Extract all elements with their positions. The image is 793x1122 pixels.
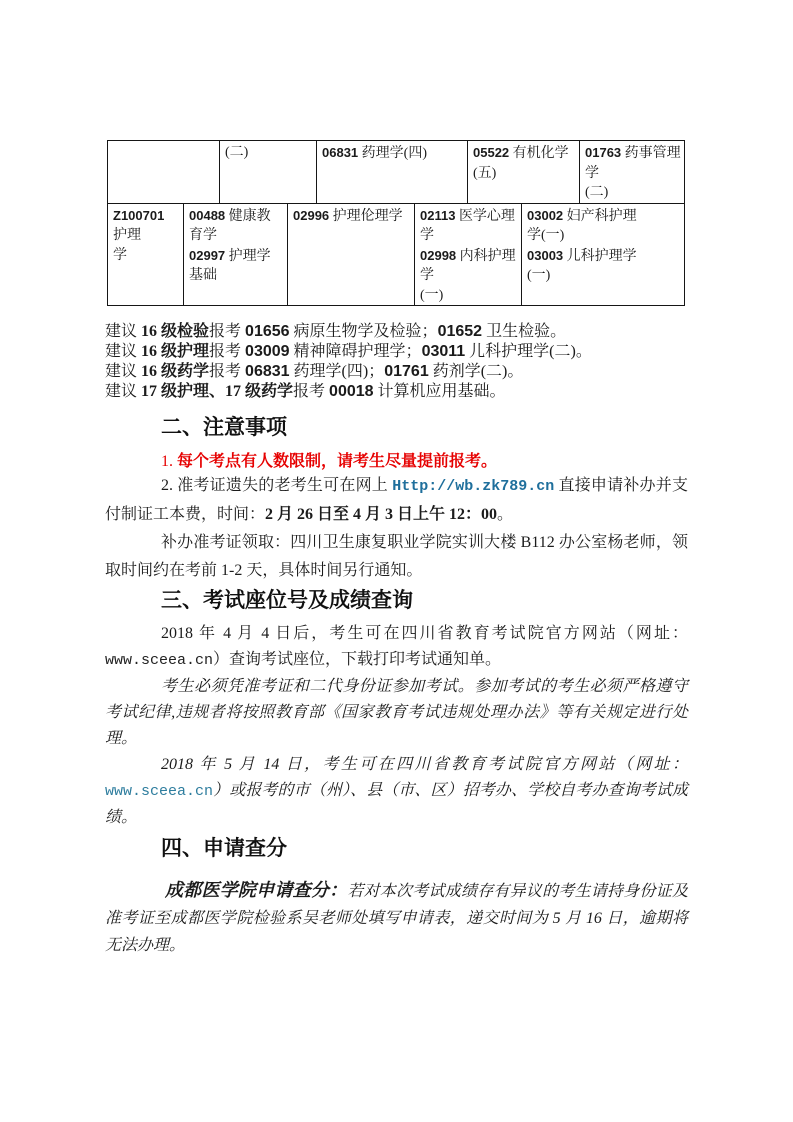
score-review [105, 877, 688, 959]
text-segment: 03011 [421, 343, 466, 360]
text-segment: 01656 [245, 323, 290, 340]
text-segment: 01761 [384, 363, 429, 380]
text-segment: 01763 [585, 145, 622, 160]
table-cell-line [527, 266, 681, 286]
url-link[interactable]: Http://wb.zk789.cn [392, 478, 555, 495]
recommendation-16-lab [105, 322, 688, 342]
text-segment: 护理 [113, 228, 141, 243]
text-segment: 学 [113, 247, 127, 263]
text-segment: 02997 [189, 247, 226, 263]
section-3-heading: 三、考试座位号及成绩查询 [161, 589, 413, 612]
table-cell-line [473, 164, 576, 184]
table-cell [288, 204, 415, 307]
text-segment: 02113 [420, 207, 456, 223]
text-segment: 报考 [293, 383, 330, 400]
notice-card-pickup [105, 529, 688, 585]
text-segment: 卫生检验。 [482, 323, 567, 340]
notice-limit [105, 452, 688, 472]
text-segment: 药理学(四) [358, 146, 427, 161]
document-content [105, 140, 688, 959]
section-4-heading: 四、申请查分 [161, 837, 287, 860]
text-segment: Z100701 [113, 207, 165, 223]
table-cell-line [420, 206, 518, 246]
text-segment: 医学心理学 [420, 208, 515, 243]
text-segment: 06831 [245, 363, 290, 380]
exam-rules [105, 674, 688, 752]
text-segment: 报考 [209, 363, 246, 380]
table-row [108, 204, 685, 307]
table-cell-line [322, 143, 464, 164]
section-3-body [105, 621, 688, 831]
section-4-body [105, 877, 688, 959]
recommendation-16-nursing [105, 342, 688, 362]
table-cell-line [527, 206, 681, 227]
text-segment: 成都医学院申请查分： [165, 880, 348, 900]
text-segment: 17 级护理、17 级药学 [141, 383, 294, 400]
recommendation-17 [105, 382, 688, 402]
text-segment: (一) [420, 287, 444, 303]
text-segment: 建议 [105, 363, 142, 380]
table-cell-line [420, 286, 518, 306]
table-cell-line [473, 143, 576, 164]
text-segment: 16 级药学 [141, 363, 210, 380]
table-cell [522, 204, 685, 307]
text-segment: 05522 [473, 145, 510, 160]
text-segment: 03003 [527, 247, 564, 263]
text-segment: (一) [527, 268, 551, 283]
table-cell [317, 141, 468, 204]
course-table [107, 140, 685, 306]
recommendation-16-pharmacy [105, 362, 688, 382]
text-segment: 药理学(四)； [289, 363, 385, 380]
table-cell-line [585, 183, 681, 203]
table-cell [108, 141, 220, 204]
table-cell [468, 141, 580, 204]
text-segment: 护理学基础 [189, 248, 271, 283]
text-segment: 药剂学(二)。 [428, 363, 524, 380]
text-segment: 报考 [209, 343, 246, 360]
url-link[interactable]: www.sceea.cn [105, 783, 214, 800]
text-segment: 精神障碍护理学； [289, 343, 422, 360]
table-cell [220, 141, 317, 204]
text-segment: 计算机应用基础。 [373, 383, 506, 400]
text-segment: 2 月 26 日至 4 月 3 日上午 12：00 [265, 506, 498, 523]
text-segment: (五) [473, 165, 497, 181]
text-segment: 2018 年 4 月 4 日后，考生可在四川省教育考试院官方网站（网址： [161, 625, 688, 642]
text-segment: 护理伦理学 [329, 208, 403, 224]
section-2-heading: 二、注意事项 [161, 416, 287, 439]
seat-query [105, 621, 688, 674]
table-cell [108, 204, 184, 307]
text-segment: ）查询考试座位，下载打印考试通知单。 [213, 651, 502, 668]
table-cell-line [293, 206, 411, 227]
table-cell-line [527, 246, 681, 267]
text-segment: 儿科护理学 [563, 248, 637, 264]
text-segment: 03002 [527, 207, 564, 223]
text-segment: 有机化学 [509, 146, 569, 161]
table-cell-line [420, 246, 518, 286]
text-segment: (二) [225, 145, 249, 160]
notice-lost-card [105, 472, 688, 529]
text-segment: 06831 [322, 145, 359, 160]
recommendations-list [105, 322, 688, 402]
text-segment: 病原生物学及检验； [289, 323, 438, 340]
text-segment: 16 级护理 [141, 343, 210, 360]
table-row [108, 141, 685, 204]
text-segment: 2018 年 5 月 14 日，考生可在四川省教育考试院官方网站（网址： [161, 756, 688, 773]
table-cell [184, 204, 288, 307]
text-segment: 每个考点有人数限制，请考生尽量提前报考。 [177, 453, 498, 470]
table-cell-line [113, 246, 180, 266]
text-segment: 建议 [105, 343, 142, 360]
text-segment: 药事管理学 [585, 146, 681, 181]
text-segment: 01652 [437, 323, 483, 340]
table-cell-line [585, 143, 681, 183]
text-segment: 02998 [420, 247, 457, 263]
text-segment: 建议 [105, 323, 142, 340]
text-segment: 内科护理学 [420, 248, 516, 283]
text-segment: (二) [585, 185, 609, 200]
text-segment: 考生必须凭准考证和二代身份证参加考试。参加考试的考生必须严格遵守考试纪律,违规者将按照教育部《国家教育考试违规处理办法》等有关规定进行处理。 [105, 678, 688, 747]
table-cell [415, 204, 522, 307]
text-segment: 03009 [245, 343, 290, 360]
text-segment: 16 级检验 [141, 323, 210, 340]
text-segment: 儿科护理学(二)。 [465, 343, 592, 360]
text-segment: 建议 [105, 383, 142, 400]
table-cell-line [189, 206, 284, 246]
text-segment: 。 [497, 506, 514, 523]
text-segment: 2. 准考证遗失的老考生可在网上 [161, 477, 393, 494]
text-segment: 学(一) [527, 228, 565, 243]
text-segment: 健康教育学 [189, 208, 271, 243]
text-segment: www.sceea.cn [105, 652, 214, 669]
text-segment: 报考 [209, 323, 246, 340]
text-segment: 补办准考证领取：四川卫生康复职业学院实训大楼 B112 办公室杨老师，领取时间约在考前 1-2 天，具体时间另行通知。 [105, 534, 688, 579]
table-cell [580, 141, 685, 204]
table-cell-line [189, 246, 284, 286]
text-segment: 若对本次考试成绩存有异议的考生请持身份证及准考证至成都医学院检验系吴老师处填写申请表，递交时间为 5 月 16 日，逾期将无法办理。 [105, 883, 688, 954]
table-cell-line [113, 206, 180, 246]
table-cell-line [527, 226, 681, 246]
score-query [105, 752, 688, 831]
section-2-body [105, 452, 688, 585]
text-segment: 02996 [293, 207, 330, 223]
text-segment: 1. [161, 453, 177, 470]
text-segment: 直接申请补办并支付制证工本费，时间： [105, 477, 688, 523]
text-segment: ）或报考的市（州）、县（市、区）招考办、学校自考办查询考试成绩。 [105, 782, 688, 826]
text-segment: 妇产科护理 [563, 208, 637, 224]
text-segment: 00488 [189, 207, 226, 223]
text-segment: 00018 [329, 383, 374, 400]
table-cell-line [225, 143, 313, 163]
